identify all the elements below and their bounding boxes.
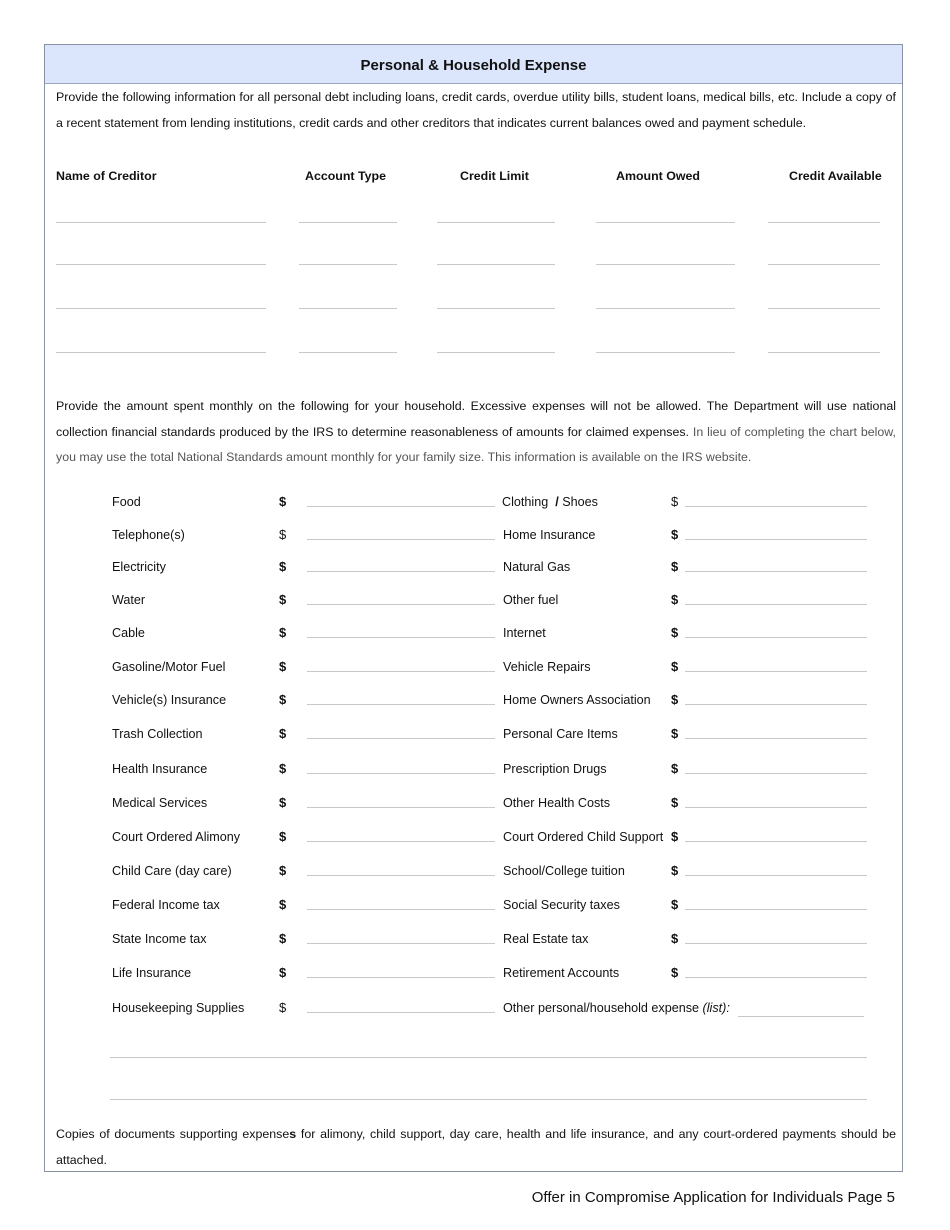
expense-label-clothing: Clothing — [502, 495, 549, 509]
dollar-sign: $ — [279, 592, 287, 607]
debt-row-4-col-4-field[interactable] — [596, 352, 735, 353]
expense-field-electricity[interactable] — [307, 571, 495, 572]
dollar-sign: $ — [671, 965, 679, 980]
dollar-sign: $ — [279, 795, 287, 810]
expense-field-other-health-costs[interactable] — [685, 807, 867, 808]
dollar-sign: $ — [279, 1000, 287, 1015]
expense-field-housekeeping-supplies[interactable] — [307, 1012, 495, 1013]
expense-label-vehicle-repairs: Vehicle Repairs — [503, 660, 591, 674]
debt-row-1-col-5-field[interactable] — [768, 222, 880, 223]
expense-label-trash-collection: Trash Collection — [112, 727, 203, 741]
debt-row-4-col-2-field[interactable] — [299, 352, 397, 353]
expense-field-cable[interactable] — [307, 637, 495, 638]
other-expense-label — [503, 1001, 730, 1015]
expense-label-water: Water — [112, 593, 146, 607]
expense-field-natural-gas[interactable] — [685, 571, 867, 572]
expense-label-social-security-taxes: Social Security taxes — [503, 898, 620, 912]
expense-label-school-college-tuition: School/College tuition — [503, 864, 625, 878]
col-credit-available: Credit Available — [789, 169, 882, 183]
debt-row-3-col-4-field[interactable] — [596, 308, 735, 309]
debt-row-1-col-2-field[interactable] — [299, 222, 397, 223]
monthly-instructions-note: In lieu of completing the chart below, you may use the total National Standards amount monthly for your family size. This information is available on the IRS website. — [56, 424, 896, 464]
debt-row-3-col-5-field[interactable] — [768, 308, 880, 309]
dollar-sign: $ — [671, 761, 679, 776]
expense-field-clothing[interactable] — [685, 506, 867, 507]
supporting-docs-post: for alimony, child support, day care, health and life insurance, and any court-ordered payments should be attached. — [56, 1127, 896, 1167]
expense-field-vehicle-s-insurance[interactable] — [307, 704, 495, 705]
debt-row-2-col-3-field[interactable] — [437, 264, 555, 265]
dollar-sign: $ — [671, 559, 679, 574]
dollar-sign: $ — [279, 625, 287, 640]
expense-label-health-insurance: Health Insurance — [112, 762, 208, 776]
dollar-sign: $ — [671, 592, 679, 607]
dollar-sign: $ — [671, 931, 679, 946]
supporting-docs-s: s — [289, 1127, 297, 1141]
col-amount-owed: Amount Owed — [616, 169, 700, 183]
expense-label-court-ordered-alimony: Court Ordered Alimony — [112, 830, 241, 844]
expense-label-home-owners-association: Home Owners Association — [503, 693, 651, 707]
expense-label-retirement-accounts: Retirement Accounts — [503, 966, 620, 980]
dollar-sign: $ — [279, 829, 287, 844]
expense-field-court-ordered-alimony[interactable] — [307, 841, 495, 842]
col-credit-limit: Credit Limit — [460, 169, 529, 183]
expense-label-child-care-day-care: Child Care (day care) — [112, 864, 232, 878]
other-expense-hint: (list): — [702, 1001, 730, 1015]
expense-field-food[interactable] — [307, 506, 495, 507]
dollar-sign: $ — [279, 965, 287, 980]
expense-field-personal-care-items[interactable] — [685, 738, 867, 739]
monthly-instructions — [56, 394, 896, 471]
dollar-sign: $ — [279, 527, 287, 542]
debt-row-2-col-2-field[interactable] — [299, 264, 397, 265]
expense-label-other-health-costs: Other Health Costs — [503, 796, 611, 810]
expense-field-trash-collection[interactable] — [307, 738, 495, 739]
dollar-sign: $ — [671, 692, 679, 707]
other-expense-line-1[interactable] — [110, 1057, 867, 1058]
expense-field-real-estate-tax[interactable] — [685, 943, 867, 944]
expense-label-federal-income-tax: Federal Income tax — [112, 898, 220, 912]
dollar-sign: $ — [279, 931, 287, 946]
expense-label-vehicle-s-insurance: Vehicle(s) Insurance — [112, 693, 227, 707]
dollar-sign: $ — [671, 795, 679, 810]
expense-field-retirement-accounts[interactable] — [685, 977, 867, 978]
debt-row-2-col-5-field[interactable] — [768, 264, 880, 265]
expense-field-school-college-tuition[interactable] — [685, 875, 867, 876]
dollar-sign: $ — [671, 625, 679, 640]
other-expense-field[interactable] — [738, 1016, 864, 1017]
other-expense-line-2[interactable] — [110, 1099, 867, 1100]
debt-row-4-col-1-field[interactable] — [56, 352, 266, 353]
debt-row-1-col-3-field[interactable] — [437, 222, 555, 223]
debt-row-2-col-1-field[interactable] — [56, 264, 266, 265]
expense-label-shoes: Shoes — [562, 495, 598, 509]
expense-label-electricity: Electricity — [112, 560, 166, 574]
expense-label-state-income-tax: State Income tax — [112, 932, 207, 946]
debt-row-4-col-3-field[interactable] — [437, 352, 555, 353]
debt-row-2-col-4-field[interactable] — [596, 264, 735, 265]
page-footer: Offer in Compromise Application for Individuals Page 5 — [531, 1189, 895, 1206]
expense-field-internet[interactable] — [685, 637, 867, 638]
dollar-sign: $ — [279, 761, 287, 776]
expense-field-gasoline-motor-fuel[interactable] — [307, 671, 495, 672]
debt-row-4-col-5-field[interactable] — [768, 352, 880, 353]
expense-field-home-insurance[interactable] — [685, 539, 867, 540]
expense-field-medical-services[interactable] — [307, 807, 495, 808]
expense-form-frame — [44, 44, 903, 1172]
expense-field-vehicle-repairs[interactable] — [685, 671, 867, 672]
dollar-sign: $ — [279, 863, 287, 878]
expense-label-internet: Internet — [503, 626, 546, 640]
expense-label-life-insurance: Life Insurance — [112, 966, 192, 980]
debt-row-1-col-4-field[interactable] — [596, 222, 735, 223]
col-account-type: Account Type — [305, 169, 387, 183]
expense-field-child-care-day-care[interactable] — [307, 875, 495, 876]
section-title: Personal & Household Expense — [360, 57, 587, 74]
expense-field-life-insurance[interactable] — [307, 977, 495, 978]
expense-label-gasoline-motor-fuel: Gasoline/Motor Fuel — [112, 660, 226, 674]
dollar-sign: $ — [671, 494, 679, 509]
expense-field-telephone-s[interactable] — [307, 539, 495, 540]
dollar-sign: $ — [279, 494, 287, 509]
dollar-sign: $ — [671, 527, 679, 542]
expense-label-court-ordered-child-support: Court Ordered Child Support — [503, 830, 664, 844]
expense-field-court-ordered-child-support[interactable] — [685, 841, 867, 842]
clothing-slash: / — [555, 495, 559, 509]
dollar-sign: $ — [671, 829, 679, 844]
dollar-sign: $ — [279, 659, 287, 674]
dollar-sign: $ — [279, 897, 287, 912]
expense-field-federal-income-tax[interactable] — [307, 909, 495, 910]
other-expense-text: Other personal/household expense — [503, 1001, 703, 1015]
expense-label-clothing-shoes — [502, 495, 598, 509]
expense-label-cable: Cable — [112, 626, 145, 640]
section-header — [45, 45, 902, 84]
dollar-sign: $ — [671, 897, 679, 912]
debt-row-3-col-3-field[interactable] — [437, 308, 555, 309]
expense-label-real-estate-tax: Real Estate tax — [503, 932, 589, 946]
dollar-sign: $ — [671, 726, 679, 741]
debt-row-1-col-1-field[interactable] — [56, 222, 266, 223]
dollar-sign: $ — [279, 692, 287, 707]
expense-label-personal-care-items: Personal Care Items — [503, 727, 618, 741]
debt-row-3-col-1-field[interactable] — [56, 308, 266, 309]
expense-label-housekeeping-supplies: Housekeeping Supplies — [112, 1001, 245, 1015]
supporting-docs-note — [56, 1122, 896, 1173]
expense-label-other-fuel: Other fuel — [503, 593, 559, 607]
dollar-sign: $ — [279, 726, 287, 741]
expense-label-home-insurance: Home Insurance — [503, 528, 596, 542]
debt-row-3-col-2-field[interactable] — [299, 308, 397, 309]
expense-label-telephone-s: Telephone(s) — [112, 528, 185, 542]
monthly-instructions-main: Provide the amount spent monthly on the following for your household. Excessive expenses will not be allowed. The Department will use national collection financial standards produced by the IRS to determine reasonableness of amounts for claimed expenses. — [56, 399, 896, 439]
expense-label-medical-services: Medical Services — [112, 796, 208, 810]
expense-label-food: Food — [112, 495, 141, 509]
expense-field-water[interactable] — [307, 604, 495, 605]
dollar-sign: $ — [279, 559, 287, 574]
expense-field-home-owners-association[interactable] — [685, 704, 867, 705]
supporting-docs-pre: Copies of documents supporting expense — [56, 1127, 290, 1141]
expense-label-prescription-drugs: Prescription Drugs — [503, 762, 607, 776]
expense-field-health-insurance[interactable] — [307, 773, 495, 774]
expense-field-other-fuel[interactable] — [685, 604, 867, 605]
expense-field-social-security-taxes[interactable] — [685, 909, 867, 910]
expense-field-state-income-tax[interactable] — [307, 943, 495, 944]
col-name-of-creditor: Name of Creditor — [56, 169, 157, 183]
dollar-sign: $ — [671, 659, 679, 674]
dollar-sign: $ — [671, 863, 679, 878]
expense-label-natural-gas: Natural Gas — [503, 560, 571, 574]
expense-field-prescription-drugs[interactable] — [685, 773, 867, 774]
debt-instructions: Provide the following information for all personal debt including loans, credit cards, overdue utility bills, student loans, medical bills, etc. Include a copy of a recent statement from lending institutions, credit cards and other creditors that indicates current balances owed and payment schedule. — [56, 90, 896, 130]
